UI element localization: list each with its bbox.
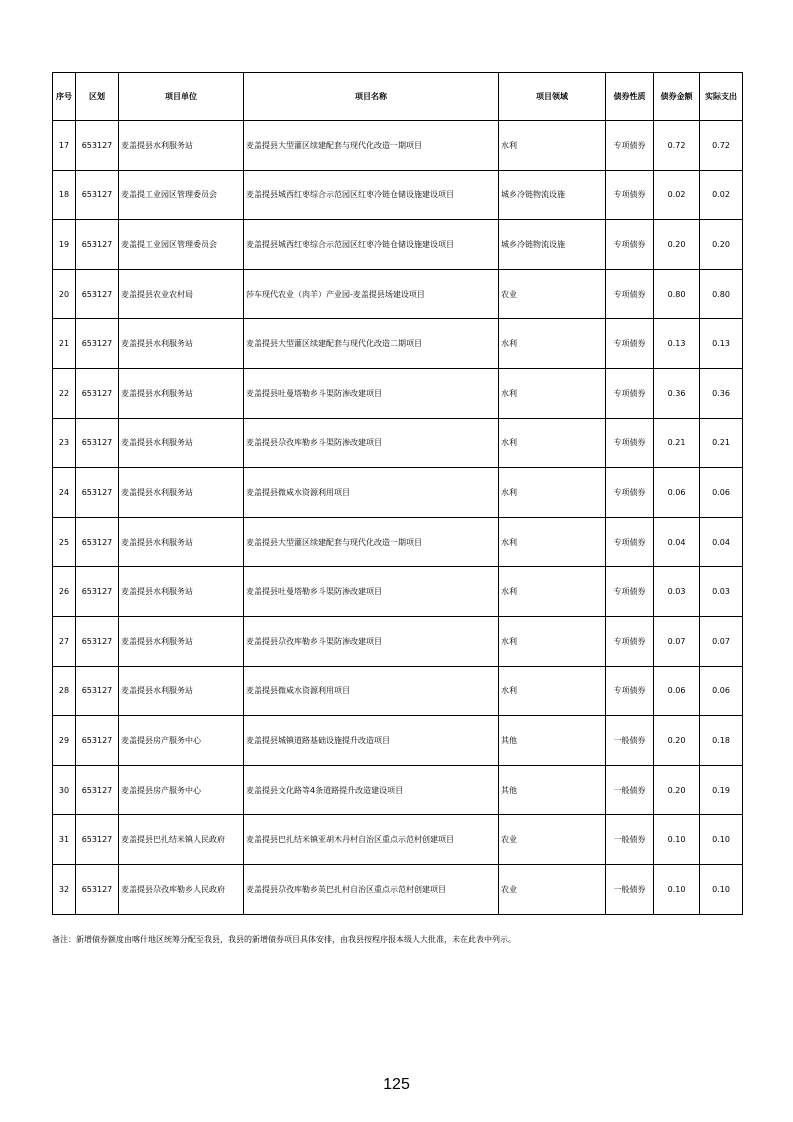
cell-project-name: 麦盖提县尕孜库勒乡英巴扎村自治区重点示范村创建项目: [244, 864, 499, 914]
cell-field: 水利: [499, 418, 606, 468]
cell-unit: 麦盖提县水利服务站: [119, 666, 244, 716]
table-row: [53, 319, 743, 369]
cell-seq: 25: [53, 517, 76, 567]
cell-field: 水利: [499, 121, 606, 171]
cell-project-name: 麦盖提县尕孜库勒乡斗渠防渗改建项目: [244, 418, 499, 468]
cell-actual-expenditure: 0.06: [700, 666, 743, 716]
cell-bond-type: 一般债券: [606, 815, 654, 865]
cell-project-name: 麦盖提县微咸水资源利用项目: [244, 468, 499, 518]
cell-project-name: 麦盖提县文化路等4条道路提升改造建设项目: [244, 765, 499, 815]
cell-project-name: 麦盖提县吐曼塔勒乡斗渠防渗改建项目: [244, 567, 499, 617]
table-row: [53, 368, 743, 418]
cell-actual-expenditure: 0.20: [700, 220, 743, 270]
cell-project-name: 麦盖提县城西红枣综合示范园区红枣冷链仓储设施建设项目: [244, 220, 499, 270]
cell-region: 653127: [76, 220, 119, 270]
cell-bond-amount: 0.06: [654, 666, 700, 716]
cell-seq: 28: [53, 666, 76, 716]
cell-region: 653127: [76, 468, 119, 518]
cell-seq: 29: [53, 716, 76, 766]
cell-bond-type: 一般债券: [606, 765, 654, 815]
cell-bond-amount: 0.10: [654, 864, 700, 914]
cell-seq: 23: [53, 418, 76, 468]
cell-actual-expenditure: 0.10: [700, 815, 743, 865]
cell-bond-amount: 0.07: [654, 616, 700, 666]
cell-seq: 26: [53, 567, 76, 617]
cell-project-name: 麦盖提县城镇道路基础设施提升改造项目: [244, 716, 499, 766]
cell-seq: 19: [53, 220, 76, 270]
cell-unit: 麦盖提县水利服务站: [119, 616, 244, 666]
debt-project-table: [52, 72, 743, 915]
cell-bond-type: 专项债券: [606, 666, 654, 716]
header-region: 区划: [76, 73, 119, 121]
cell-seq: 32: [53, 864, 76, 914]
cell-bond-amount: 0.10: [654, 815, 700, 865]
cell-region: 653127: [76, 765, 119, 815]
cell-actual-expenditure: 0.19: [700, 765, 743, 815]
cell-project-name: 麦盖提县大型灌区续建配套与现代化改造一期项目: [244, 121, 499, 171]
cell-field: 农业: [499, 815, 606, 865]
cell-unit: 麦盖提县房产服务中心: [119, 716, 244, 766]
cell-unit: 麦盖提工业园区管理委员会: [119, 220, 244, 270]
cell-unit: 麦盖提县尕孜库勒乡人民政府: [119, 864, 244, 914]
cell-bond-amount: 0.13: [654, 319, 700, 369]
cell-project-name: 麦盖提县微咸水资源利用项目: [244, 666, 499, 716]
cell-unit: 麦盖提县水利服务站: [119, 368, 244, 418]
cell-field: 其他: [499, 765, 606, 815]
cell-seq: 20: [53, 269, 76, 319]
cell-bond-type: 专项债券: [606, 517, 654, 567]
cell-unit: 麦盖提县巴扎结米镇人民政府: [119, 815, 244, 865]
cell-bond-amount: 0.20: [654, 220, 700, 270]
cell-unit: 麦盖提县水利服务站: [119, 567, 244, 617]
cell-bond-type: 一般债券: [606, 864, 654, 914]
cell-seq: 18: [53, 170, 76, 220]
cell-region: 653127: [76, 815, 119, 865]
cell-bond-type: 专项债券: [606, 269, 654, 319]
cell-field: 水利: [499, 567, 606, 617]
cell-unit: 麦盖提县水利服务站: [119, 319, 244, 369]
cell-actual-expenditure: 0.06: [700, 468, 743, 518]
cell-field: 水利: [499, 517, 606, 567]
cell-region: 653127: [76, 864, 119, 914]
cell-region: 653127: [76, 517, 119, 567]
cell-seq: 30: [53, 765, 76, 815]
header-seq: 序号: [53, 73, 76, 121]
table-row: [53, 468, 743, 518]
cell-project-name: 莎车现代农业（肉羊）产业园-麦盖提县场建设项目: [244, 269, 499, 319]
cell-actual-expenditure: 0.02: [700, 170, 743, 220]
table-row: [53, 765, 743, 815]
cell-seq: 24: [53, 468, 76, 518]
header-type: 债券性质: [606, 73, 654, 121]
cell-region: 653127: [76, 616, 119, 666]
cell-unit: 麦盖提县水利服务站: [119, 468, 244, 518]
page-number: 125: [383, 1076, 410, 1093]
cell-project-name: 麦盖提县大型灌区续建配套与现代化改造一期项目: [244, 517, 499, 567]
cell-seq: 17: [53, 121, 76, 171]
cell-project-name: 麦盖提县大型灌区续建配套与现代化改造二期项目: [244, 319, 499, 369]
cell-bond-type: 专项债券: [606, 220, 654, 270]
cell-actual-expenditure: 0.80: [700, 269, 743, 319]
cell-field: 其他: [499, 716, 606, 766]
cell-bond-type: 专项债券: [606, 319, 654, 369]
cell-actual-expenditure: 0.72: [700, 121, 743, 171]
cell-bond-type: 专项债券: [606, 418, 654, 468]
cell-bond-amount: 0.72: [654, 121, 700, 171]
table-row: [53, 815, 743, 865]
footnote: 备注：新增债券额度由喀什地区统筹分配至我县，我县的新增债券项目具体安排，由我县按程序报本级人大批准，未在此表中列示。: [52, 935, 516, 944]
cell-field: 水利: [499, 616, 606, 666]
cell-bond-amount: 0.06: [654, 468, 700, 518]
cell-seq: 31: [53, 815, 76, 865]
table-row: [53, 269, 743, 319]
cell-field: 水利: [499, 468, 606, 518]
header-amount: 债券金额: [654, 73, 700, 121]
cell-actual-expenditure: 0.13: [700, 319, 743, 369]
cell-bond-amount: 0.20: [654, 765, 700, 815]
cell-region: 653127: [76, 368, 119, 418]
cell-bond-type: 专项债券: [606, 121, 654, 171]
table-header-row: [53, 73, 743, 121]
table-row: [53, 418, 743, 468]
cell-region: 653127: [76, 666, 119, 716]
cell-project-name: 麦盖提县城西红枣综合示范园区红枣冷链仓储设施建设项目: [244, 170, 499, 220]
cell-bond-amount: 0.03: [654, 567, 700, 617]
cell-bond-type: 专项债券: [606, 368, 654, 418]
cell-bond-type: 专项债券: [606, 567, 654, 617]
cell-actual-expenditure: 0.21: [700, 418, 743, 468]
cell-bond-amount: 0.20: [654, 716, 700, 766]
cell-bond-type: 专项债券: [606, 468, 654, 518]
cell-field: 水利: [499, 368, 606, 418]
cell-field: 水利: [499, 319, 606, 369]
cell-unit: 麦盖提工业园区管理委员会: [119, 170, 244, 220]
cell-bond-amount: 0.21: [654, 418, 700, 468]
table-row: [53, 220, 743, 270]
table-row: [53, 616, 743, 666]
cell-actual-expenditure: 0.04: [700, 517, 743, 567]
cell-unit: 麦盖提县农业农村局: [119, 269, 244, 319]
cell-actual-expenditure: 0.10: [700, 864, 743, 914]
cell-region: 653127: [76, 170, 119, 220]
table-row: [53, 567, 743, 617]
table-row: [53, 864, 743, 914]
table-row: [53, 666, 743, 716]
cell-unit: 麦盖提县水利服务站: [119, 418, 244, 468]
cell-region: 653127: [76, 716, 119, 766]
table-row: [53, 121, 743, 171]
cell-unit: 麦盖提县房产服务中心: [119, 765, 244, 815]
cell-region: 653127: [76, 319, 119, 369]
cell-bond-type: 专项债券: [606, 170, 654, 220]
cell-bond-amount: 0.36: [654, 368, 700, 418]
cell-project-name: 麦盖提县尕孜库勒乡斗渠防渗改建项目: [244, 616, 499, 666]
table-row: [53, 716, 743, 766]
cell-unit: 麦盖提县水利服务站: [119, 517, 244, 567]
cell-region: 653127: [76, 269, 119, 319]
cell-unit: 麦盖提县水利服务站: [119, 121, 244, 171]
cell-project-name: 麦盖提县巴扎结米镇亚胡木丹村自治区重点示范村创建项目: [244, 815, 499, 865]
cell-region: 653127: [76, 121, 119, 171]
cell-field: 水利: [499, 666, 606, 716]
cell-actual-expenditure: 0.07: [700, 616, 743, 666]
header-name: 项目名称: [244, 73, 499, 121]
cell-region: 653127: [76, 567, 119, 617]
cell-seq: 22: [53, 368, 76, 418]
cell-seq: 21: [53, 319, 76, 369]
cell-field: 城乡冷链物流设施: [499, 220, 606, 270]
cell-field: 农业: [499, 864, 606, 914]
header-actual: 实际支出: [700, 73, 743, 121]
cell-bond-amount: 0.04: [654, 517, 700, 567]
table-row: [53, 170, 743, 220]
cell-field: 城乡冷链物流设施: [499, 170, 606, 220]
cell-bond-amount: 0.80: [654, 269, 700, 319]
cell-bond-amount: 0.02: [654, 170, 700, 220]
cell-field: 农业: [499, 269, 606, 319]
cell-actual-expenditure: 0.18: [700, 716, 743, 766]
cell-seq: 27: [53, 616, 76, 666]
header-unit: 项目单位: [119, 73, 244, 121]
cell-project-name: 麦盖提县吐曼塔勒乡斗渠防渗改建项目: [244, 368, 499, 418]
cell-region: 653127: [76, 418, 119, 468]
cell-actual-expenditure: 0.03: [700, 567, 743, 617]
table-row: [53, 517, 743, 567]
table-body: [53, 121, 743, 915]
cell-actual-expenditure: 0.36: [700, 368, 743, 418]
cell-bond-type: 一般债券: [606, 716, 654, 766]
header-field: 项目领域: [499, 73, 606, 121]
cell-bond-type: 专项债券: [606, 616, 654, 666]
